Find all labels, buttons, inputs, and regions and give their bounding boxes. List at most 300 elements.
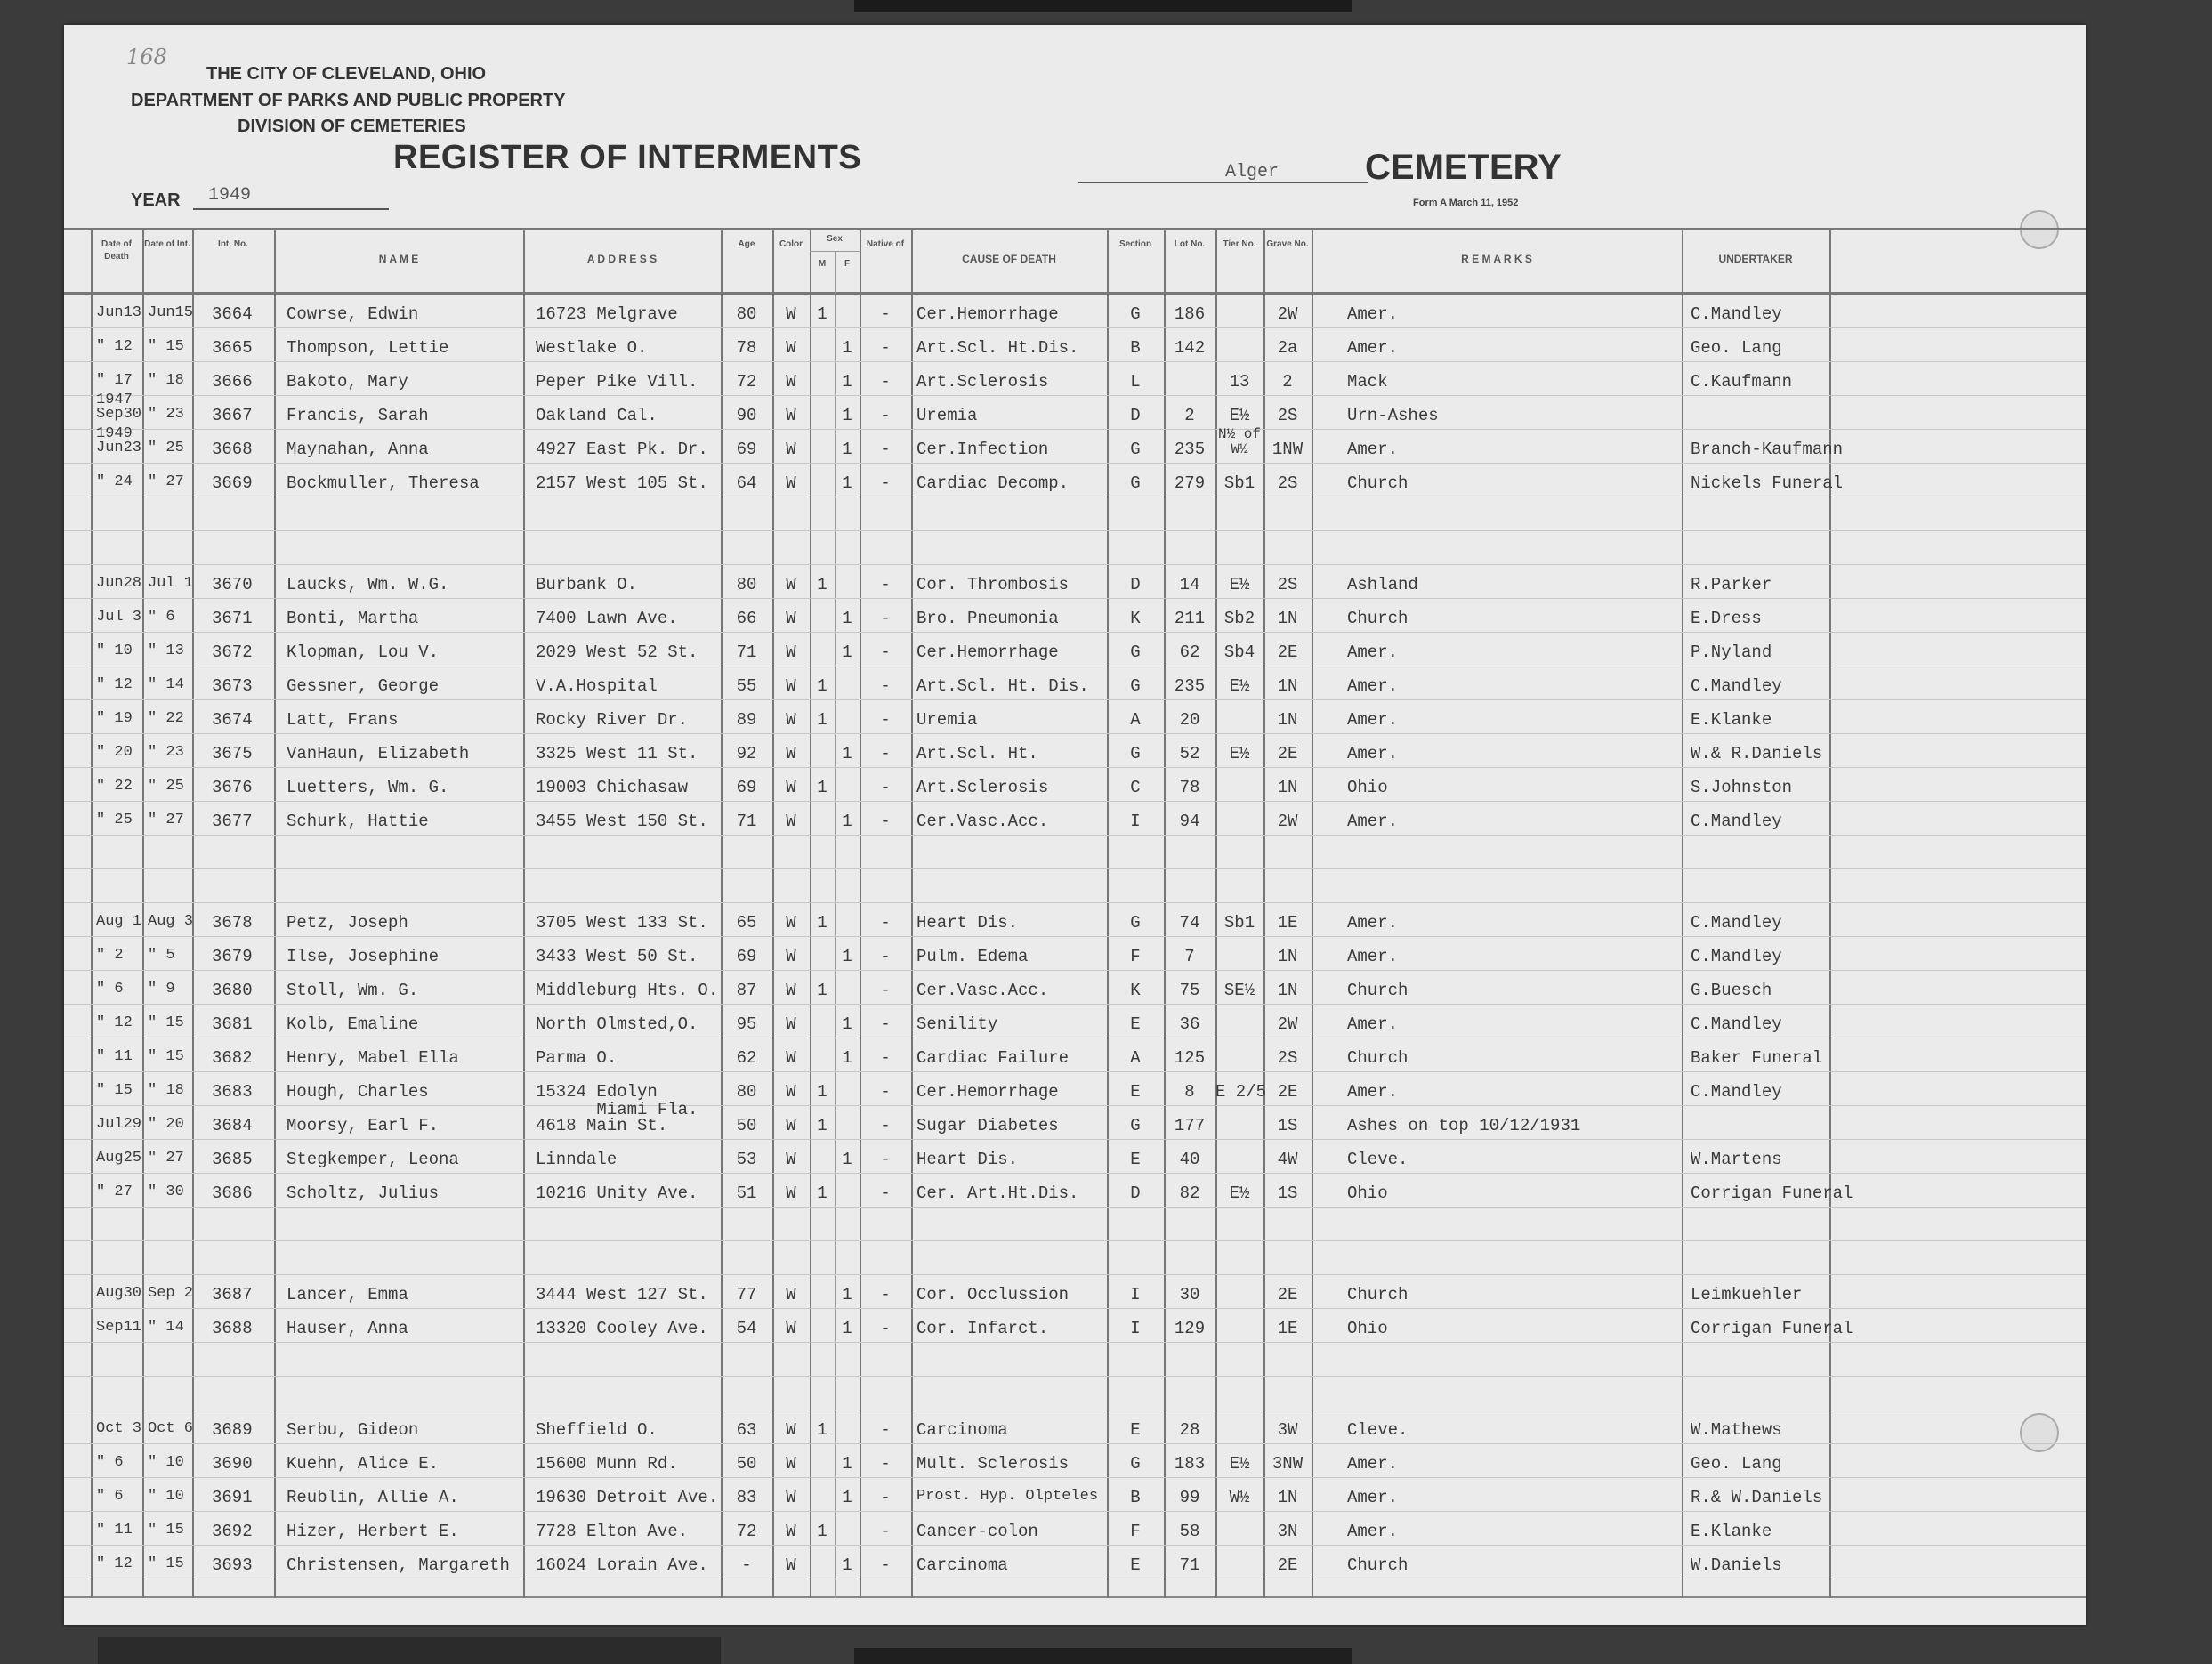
cell-sex-f: 1 (842, 406, 852, 425)
cell-remarks: Mack (1347, 372, 1388, 392)
cell-date-of-death: " 24 (96, 473, 133, 490)
cell-date-of-death: Jul 3 (96, 609, 142, 626)
cell-interment-number: 3688 (212, 1319, 253, 1338)
cell-cause-of-death: Prost. Hyp. Olpteles (916, 1488, 1099, 1505)
cell-section: I (1130, 1285, 1141, 1305)
cell-color: W (786, 1454, 796, 1474)
cell-name: Bockmuller, Theresa (287, 473, 480, 493)
cell-undertaker: Branch-Kaufmann (1691, 440, 1844, 459)
cell-sex-f: 1 (842, 338, 852, 358)
row-rule (64, 1207, 2086, 1208)
cell-color: W (786, 1285, 796, 1305)
cell-date-of-interment: Jun15 (148, 304, 194, 321)
cell-age: 65 (736, 913, 757, 933)
cell-date-of-interment: " 27 (148, 812, 184, 828)
cell-name: Laucks, Wm. W.G. (287, 575, 449, 594)
cell-native: - (880, 575, 891, 594)
cell-address: 3325 West 11 St. (536, 744, 698, 763)
cell-age: 53 (736, 1150, 757, 1169)
header-col-sex-f: F (844, 259, 851, 269)
cell-grave: 3N (1277, 1522, 1298, 1541)
cell-date-of-interment: Aug 3 (148, 913, 194, 930)
cell-native: - (880, 981, 891, 1000)
column-rule (1312, 228, 1313, 1598)
row-rule (64, 1139, 2086, 1140)
cell-address: V.A.Hospital (536, 676, 658, 696)
cell-lot: 129 (1174, 1319, 1206, 1338)
cell-remarks: Amer. (1347, 1014, 1399, 1034)
sex-header-divider (810, 251, 860, 252)
header-col-lot: Lot No. (1174, 239, 1206, 249)
cell-date-of-death: " 6 (96, 981, 124, 998)
cell-native: - (880, 1014, 891, 1034)
cell-color: W (786, 1319, 796, 1338)
cell-date-of-interment: " 13 (148, 642, 184, 659)
cell-section: G (1130, 304, 1141, 324)
cell-address: Parma O. (536, 1048, 618, 1068)
cell-address: 2029 West 52 St. (536, 642, 698, 662)
cell-cause-of-death: Heart Dis. (916, 913, 1019, 933)
cell-date-of-death: " 11 (96, 1048, 133, 1065)
cell-date-of-interment: " 23 (148, 744, 184, 761)
cell-interment-number: 3666 (212, 372, 253, 392)
year-label: YEAR (131, 190, 181, 210)
cell-address: North Olmsted,O. (536, 1014, 698, 1034)
cell-native: - (880, 1285, 891, 1305)
scan-border-bottom (98, 1637, 721, 1664)
cell-age: 80 (736, 575, 757, 594)
cell-color: W (786, 440, 796, 459)
cell-native: - (880, 473, 891, 493)
cell-color: W (786, 710, 796, 730)
cell-section: K (1130, 981, 1141, 1000)
cell-date-of-interment: " 14 (148, 676, 184, 693)
cell-tier: E½ (1229, 744, 1250, 763)
cell-native: - (880, 642, 891, 662)
cell-name: Schurk, Hattie (287, 812, 429, 831)
cell-address: 15600 Munn Rd. (536, 1454, 678, 1474)
cell-name: Maynahan, Anna (287, 440, 429, 459)
header-col-sex: Sex (827, 234, 843, 244)
cell-undertaker: Corrigan Funeral (1691, 1319, 1853, 1338)
cemetery-label: CEMETERY (1365, 148, 1562, 187)
cell-remarks: Amer. (1347, 440, 1399, 459)
cell-address: 3433 West 50 St. (536, 947, 698, 966)
cell-name: Reublin, Allie A. (287, 1488, 459, 1507)
cell-sex-m: 1 (817, 1116, 827, 1135)
cell-name: Scholtz, Julius (287, 1183, 440, 1203)
cell-cause-of-death: Carcinoma (916, 1555, 1008, 1575)
cell-cause-of-death: Cer.Infection (916, 440, 1049, 459)
header-col-date-of-death: Date of Death (101, 239, 132, 262)
cell-undertaker: C.Mandley (1691, 1014, 1782, 1034)
cell-sex-f: 1 (842, 440, 852, 459)
cell-age: 66 (736, 609, 757, 628)
cell-remarks: Amer. (1347, 947, 1399, 966)
cell-sex-f: 1 (842, 1285, 852, 1305)
cell-interment-number: 3673 (212, 676, 253, 696)
cell-tier: E 2/5 (1215, 1082, 1267, 1102)
cell-grave: 1NW (1271, 440, 1304, 459)
cell-remarks: Amer. (1347, 304, 1399, 324)
cell-remarks: Urn-Ashes (1347, 406, 1439, 425)
cell-cause-of-death: Mult. Sclerosis (916, 1454, 1070, 1474)
cell-undertaker: G.Buesch (1691, 981, 1772, 1000)
cell-section: F (1130, 947, 1141, 966)
cell-date-of-death: " 20 (96, 744, 133, 761)
cell-sex-f: 1 (842, 812, 852, 831)
cell-age: 64 (736, 473, 757, 493)
cell-age: 89 (736, 710, 757, 730)
cell-lot: 78 (1179, 778, 1200, 797)
cell-name: Bonti, Martha (287, 609, 419, 628)
cell-date-of-death: " 12 (96, 676, 133, 693)
cell-age: 92 (736, 744, 757, 763)
cell-interment-number: 3693 (212, 1555, 253, 1575)
cell-grave: 1N (1277, 710, 1298, 730)
cell-undertaker: W.Mathews (1691, 1420, 1782, 1440)
cell-native: - (880, 304, 891, 324)
cell-section: E (1130, 1555, 1141, 1575)
cell-sex-m: 1 (817, 304, 827, 324)
cell-color: W (786, 575, 796, 594)
cell-remarks: Amer. (1347, 1488, 1399, 1507)
cell-date-of-interment: " 25 (148, 440, 184, 456)
cell-sex-m: 1 (817, 1082, 827, 1102)
cell-grave: 2W (1277, 1014, 1298, 1034)
cell-name: Christensen, Margareth (287, 1555, 510, 1575)
cell-section: I (1130, 812, 1141, 831)
cell-grave: 3NW (1271, 1454, 1304, 1474)
year-underline (193, 208, 389, 210)
cell-undertaker: Leimkuehler (1691, 1285, 1803, 1305)
cell-interment-number: 3670 (212, 575, 253, 594)
cell-color: W (786, 1522, 796, 1541)
cell-color: W (786, 1082, 796, 1102)
cell-date-of-interment: " 18 (148, 372, 184, 389)
cell-sex-f: 1 (842, 947, 852, 966)
cell-lot: 235 (1174, 676, 1206, 696)
cell-grave: 1N (1277, 1488, 1298, 1507)
cell-native: - (880, 1183, 891, 1203)
cell-cause-of-death: Cer.Hemorrhage (916, 1082, 1059, 1102)
row-rule (64, 632, 2086, 633)
cell-interment-number: 3681 (212, 1014, 253, 1034)
cell-sex-f: 1 (842, 642, 852, 662)
cell-date-of-death: " 15 (96, 1082, 133, 1099)
cell-cause-of-death: Bro. Pneumonia (916, 609, 1059, 628)
cell-remarks: Amer. (1347, 642, 1399, 662)
cell-section: B (1130, 338, 1141, 358)
cell-sex-f: 1 (842, 1454, 852, 1474)
row-rule (64, 902, 2086, 903)
header-col-sex-m: M (818, 259, 827, 269)
cell-section: I (1130, 1319, 1141, 1338)
column-rule (911, 228, 913, 1598)
cell-undertaker: Geo. Lang (1691, 338, 1782, 358)
cell-undertaker: Geo. Lang (1691, 1454, 1782, 1474)
cell-remarks: Ashland (1347, 575, 1418, 594)
cell-section: G (1130, 473, 1141, 493)
cell-undertaker: W.Daniels (1691, 1555, 1782, 1575)
cell-cause-of-death: Uremia (916, 406, 978, 425)
cell-cause-of-death: Cancer-colon (916, 1522, 1038, 1541)
cell-lot: 30 (1179, 1285, 1200, 1305)
cell-date-of-death: " 12 (96, 338, 133, 355)
cell-section: E (1130, 1150, 1141, 1169)
cell-lot: 183 (1174, 1454, 1206, 1474)
cell-section: A (1130, 1048, 1141, 1068)
cell-section: C (1130, 778, 1141, 797)
cell-address: 16723 Melgrave (536, 304, 678, 324)
cell-lot: 71 (1179, 1555, 1200, 1575)
cell-lot: 279 (1174, 473, 1206, 493)
cell-date-of-death: " 6 (96, 1454, 124, 1471)
cell-remarks: Amer. (1347, 710, 1399, 730)
department-heading: DEPARTMENT OF PARKS AND PUBLIC PROPERTY (131, 91, 566, 110)
cell-remarks: Amer. (1347, 1522, 1399, 1541)
cell-cause-of-death: Cor. Thrombosis (916, 575, 1070, 594)
cell-name: Moorsy, Earl F. (287, 1116, 440, 1135)
cell-address: 3455 West 150 St. (536, 812, 708, 831)
cell-remarks: Church (1347, 1555, 1409, 1575)
cell-address: 16024 Lorain Ave. (536, 1555, 708, 1575)
division-heading: DIVISION OF CEMETERIES (238, 117, 466, 136)
cell-grave: 2a (1277, 338, 1298, 358)
cell-cause-of-death: Art.Sclerosis (916, 778, 1049, 797)
cell-native: - (880, 372, 891, 392)
cell-sex-f: 1 (842, 1014, 852, 1034)
cell-date-of-death: 1947 Sep30 (96, 392, 142, 423)
cell-grave: 2S (1277, 473, 1298, 493)
header-col-address: A D D R E S S (586, 253, 658, 265)
row-rule (64, 699, 2086, 700)
cell-sex-f: 1 (842, 473, 852, 493)
cell-cause-of-death: Art.Scl. Ht. Dis. (916, 676, 1089, 696)
binder-hole-bottom (2020, 1413, 2059, 1452)
cell-address: Sheffield O. (536, 1420, 658, 1440)
cell-color: W (786, 304, 796, 324)
row-rule (64, 1308, 2086, 1309)
cell-remarks: Amer. (1347, 338, 1399, 358)
row-rule (64, 970, 2086, 971)
cell-undertaker: Nickels Funeral (1691, 473, 1844, 493)
cell-lot: 99 (1179, 1488, 1200, 1507)
cell-name: VanHaun, Elizabeth (287, 744, 470, 763)
cell-name: Henry, Mabel Ella (287, 1048, 459, 1068)
cell-native: - (880, 1319, 891, 1338)
cell-date-of-interment: " 22 (148, 710, 184, 727)
cell-address: 3444 West 127 St. (536, 1285, 708, 1305)
cell-date-of-interment: " 27 (148, 473, 184, 490)
cell-age: 69 (736, 778, 757, 797)
cell-address: Rocky River Dr. (536, 710, 689, 730)
header-col-undertaker: UNDERTAKER (1718, 253, 1793, 265)
cell-interment-number: 3691 (212, 1488, 253, 1507)
cell-address: 15324 Edolyn (536, 1082, 658, 1102)
cell-date-of-death: " 11 (96, 1522, 133, 1539)
year-value: 1949 (208, 185, 252, 206)
cell-interment-number: 3683 (212, 1082, 253, 1102)
cell-grave: 2E (1277, 1555, 1298, 1575)
cell-sex-m: 1 (817, 981, 827, 1000)
cell-section: D (1130, 406, 1141, 425)
cell-undertaker: R.& W.Daniels (1691, 1488, 1823, 1507)
cell-lot: 62 (1179, 642, 1200, 662)
cell-date-of-death: Jun13 (96, 304, 142, 321)
column-rule (142, 228, 144, 1598)
cell-address: 4927 East Pk. Dr. (536, 440, 708, 459)
cell-undertaker: C.Mandley (1691, 1082, 1782, 1102)
cell-color: W (786, 406, 796, 425)
cell-color: W (786, 1150, 796, 1169)
cell-remarks: Amer. (1347, 744, 1399, 763)
cell-date-of-death: Jul29 (96, 1116, 142, 1133)
row-rule (64, 1477, 2086, 1478)
cell-remarks: Ashes on top 10/12/1931 (1347, 1116, 1581, 1135)
cell-name: Ilse, Josephine (287, 947, 440, 966)
cell-name: Thompson, Lettie (287, 338, 449, 358)
cell-undertaker: S.Johnston (1691, 778, 1793, 797)
column-rule (274, 228, 276, 1598)
cell-native: - (880, 812, 891, 831)
cell-undertaker: C.Mandley (1691, 304, 1782, 324)
cell-undertaker: C.Mandley (1691, 676, 1782, 696)
cell-address: 19630 Detroit Ave. (536, 1488, 719, 1507)
cell-remarks: Church (1347, 1285, 1409, 1305)
cell-address: 19003 Chichasaw (536, 778, 689, 797)
cell-lot: 36 (1179, 1014, 1200, 1034)
cell-native: - (880, 744, 891, 763)
cell-age: 71 (736, 812, 757, 831)
cell-lot: 186 (1174, 304, 1206, 324)
cell-grave: 2 (1282, 372, 1293, 392)
cell-age: 71 (736, 642, 757, 662)
cell-lot: 40 (1179, 1150, 1200, 1169)
cell-interment-number: 3665 (212, 338, 253, 358)
cell-age: 80 (736, 1082, 757, 1102)
cell-remarks: Amer. (1347, 676, 1399, 696)
cell-section: D (1130, 1183, 1141, 1203)
cell-native: - (880, 1454, 891, 1474)
cell-name: Stegkemper, Leona (287, 1150, 459, 1169)
cell-name: Cowrse, Edwin (287, 304, 419, 324)
cell-date-of-interment: " 15 (148, 338, 184, 355)
cell-color: W (786, 1116, 796, 1135)
row-rule (64, 1443, 2086, 1444)
cell-address: 13320 Cooley Ave. (536, 1319, 708, 1338)
row-rule (64, 361, 2086, 362)
cell-address: Middleburg Hts. O. (536, 981, 719, 1000)
row-rule (64, 1511, 2086, 1512)
row-rule (64, 835, 2086, 836)
cell-tier: W½ (1229, 1488, 1250, 1507)
cell-tier: 13 (1229, 372, 1250, 392)
cell-address: 7728 Elton Ave. (536, 1522, 689, 1541)
cemetery-underline (1078, 182, 1368, 183)
cell-age: 80 (736, 304, 757, 324)
cell-cause-of-death: Cer. Art.Ht.Dis. (916, 1183, 1079, 1203)
cell-cause-of-death: Cer.Hemorrhage (916, 642, 1059, 662)
cell-date-of-interment: Oct 6 (148, 1420, 194, 1437)
cell-date-of-death: " 25 (96, 812, 133, 828)
cell-date-of-death: Jun28 (96, 575, 142, 592)
cell-date-of-death: " 17 (96, 372, 133, 389)
cell-lot: 235 (1174, 440, 1206, 459)
cell-address: 2157 West 105 St. (536, 473, 708, 493)
cell-date-of-death: " 12 (96, 1014, 133, 1031)
cell-section: L (1130, 372, 1141, 392)
cell-name: Gessner, George (287, 676, 440, 696)
cell-age: 78 (736, 338, 757, 358)
cell-grave: 2E (1277, 744, 1298, 763)
cell-age: 90 (736, 406, 757, 425)
cell-section: G (1130, 1116, 1141, 1135)
cell-undertaker: E.Dress (1691, 609, 1762, 628)
cell-interment-number: 3680 (212, 981, 253, 1000)
cell-name: Hauser, Anna (287, 1319, 408, 1338)
cell-color: W (786, 1488, 796, 1507)
cell-age: 87 (736, 981, 757, 1000)
cell-date-of-death: " 10 (96, 642, 133, 659)
cell-lot: 14 (1179, 575, 1200, 594)
cell-color: W (786, 1420, 796, 1440)
header-top-rule (64, 228, 2086, 230)
row-rule (64, 564, 2086, 565)
column-rule (523, 228, 525, 1598)
cell-undertaker: Corrigan Funeral (1691, 1183, 1853, 1203)
cell-section: G (1130, 1454, 1141, 1474)
cell-grave: 2S (1277, 406, 1298, 425)
cell-native: - (880, 1522, 891, 1541)
row-rule (64, 1376, 2086, 1377)
cell-age: 54 (736, 1319, 757, 1338)
row-rule (64, 1173, 2086, 1174)
cell-grave: 4W (1277, 1150, 1298, 1169)
row-rule (64, 801, 2086, 802)
cell-address: Burbank O. (536, 575, 638, 594)
cell-tier: Sb2 (1223, 609, 1255, 628)
cell-remarks: Ohio (1347, 1319, 1388, 1338)
cell-cause-of-death: Cardiac Decomp. (916, 473, 1070, 493)
cell-remarks: Amer. (1347, 913, 1399, 933)
row-rule (64, 1240, 2086, 1241)
cell-age: 50 (736, 1454, 757, 1474)
row-rule (64, 733, 2086, 734)
cell-section: G (1130, 642, 1141, 662)
row-rule (64, 1274, 2086, 1275)
row-rule (64, 327, 2086, 328)
cell-grave: 2W (1277, 304, 1298, 324)
cell-date-of-interment: " 25 (148, 778, 184, 795)
cell-grave: 2E (1277, 1285, 1298, 1305)
header-col-remarks: R E M A R K S (1461, 253, 1532, 265)
cell-date-of-death: Sep11 (96, 1319, 142, 1336)
cell-native: - (880, 406, 891, 425)
cell-interment-number: 3685 (212, 1150, 253, 1169)
cell-date-of-interment: " 30 (148, 1183, 184, 1200)
cell-interment-number: 3668 (212, 440, 253, 459)
cell-color: W (786, 778, 796, 797)
cell-remarks: Amer. (1347, 1454, 1399, 1474)
cell-cause-of-death: Cer.Hemorrhage (916, 304, 1059, 324)
cell-tier: Sb1 (1223, 913, 1255, 933)
cell-date-of-interment: " 15 (148, 1555, 184, 1572)
cell-sex-f: 1 (842, 1150, 852, 1169)
cell-age: 51 (736, 1183, 757, 1203)
cell-sex-f: 1 (842, 1488, 852, 1507)
row-rule (64, 1342, 2086, 1343)
